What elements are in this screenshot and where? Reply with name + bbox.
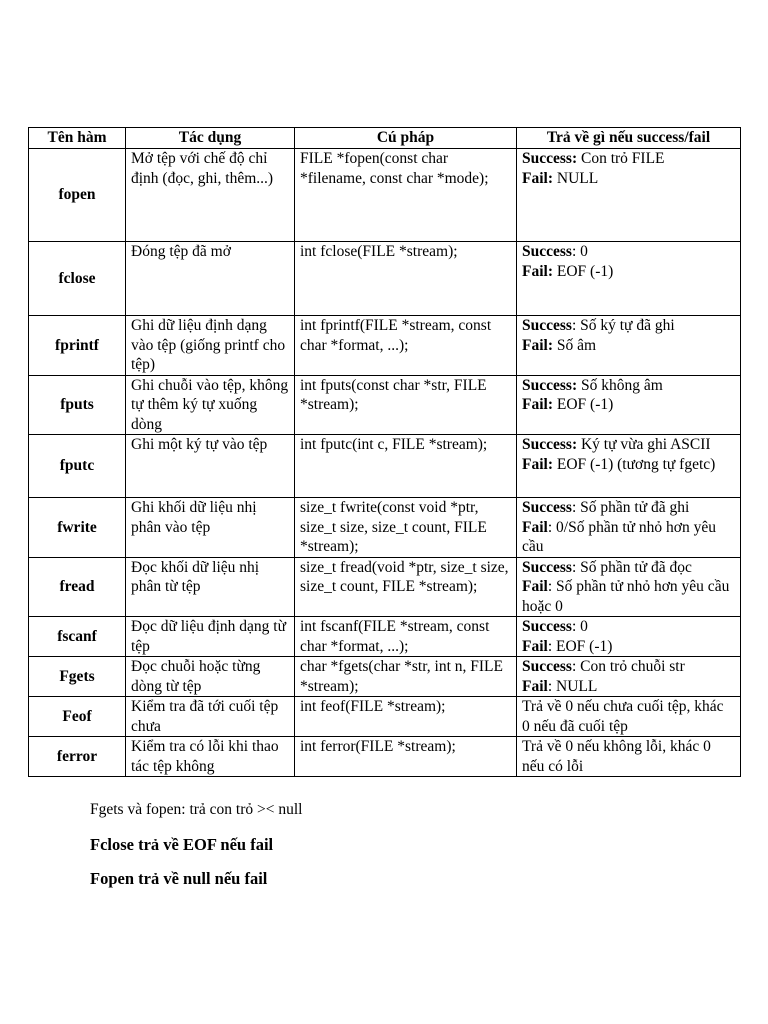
header-return-value: Trả về gì nếu success/fail — [517, 128, 741, 149]
fail-label: Fail: — [522, 396, 553, 413]
function-syntax: int ferror(FILE *stream); — [295, 737, 517, 777]
fail-value: NULL — [553, 169, 599, 187]
fail-label: Fail: — [522, 262, 553, 280]
notes-section — [90, 800, 302, 890]
fail-value: EOF (-1) — [553, 396, 614, 413]
function-description: Đọc khối dữ liệu nhị phân từ tệp — [126, 557, 295, 617]
function-description: Mở tệp với chế độ chỉ định (đọc, ghi, thêm...) — [126, 149, 295, 242]
fail-value: Số âm — [553, 336, 597, 354]
success-value: Số không âm — [577, 376, 663, 394]
function-return — [517, 435, 741, 498]
function-name: fopen — [29, 149, 126, 242]
success-label: Success — [522, 558, 572, 576]
function-name: fclose — [29, 242, 126, 316]
function-name: fwrite — [29, 498, 126, 558]
function-name: fputs — [29, 375, 126, 435]
table-row — [29, 657, 741, 697]
success-label: Success — [522, 618, 572, 635]
function-syntax: char *fgets(char *str, int n, FILE *stream); — [295, 657, 517, 697]
table-header-row — [29, 128, 741, 149]
fail-label: Fail — [522, 518, 548, 536]
success-label: Success — [522, 317, 572, 334]
function-syntax: int fprintf(FILE *stream, const char *format, ...); — [295, 316, 517, 376]
table-row — [29, 242, 741, 316]
function-name: fprintf — [29, 316, 126, 376]
function-syntax: int fputs(const char *str, FILE *stream); — [295, 375, 517, 435]
success-value: : Số phần tử đã ghi — [571, 499, 690, 516]
header-purpose: Tác dụng — [126, 128, 295, 149]
success-value: : Số ký tự đã ghi — [571, 317, 675, 334]
function-description: Kiểm tra đã tới cuối tệp chưa — [126, 697, 295, 737]
table-row — [29, 737, 741, 777]
header-syntax: Cú pháp — [295, 128, 517, 149]
fail-label: Fail — [522, 578, 548, 595]
table-row — [29, 375, 741, 435]
function-description: Ghi khối dữ liệu nhị phân vào tệp — [126, 498, 295, 558]
success-label: Success: — [522, 150, 578, 167]
success-value: : 0 — [571, 618, 588, 635]
function-description: Ghi chuỗi vào tệp, không tự thêm ký tự xuống dòng — [126, 375, 295, 435]
note-line-2: Fclose trả về EOF nếu fail — [90, 835, 274, 854]
success-label: Success: — [522, 436, 578, 453]
success-label: Success — [522, 658, 572, 675]
function-syntax: int fscanf(FILE *stream, const char *format, ...); — [295, 617, 517, 657]
header-function-name: Tên hàm — [29, 128, 126, 149]
function-syntax: int fclose(FILE *stream); — [295, 242, 517, 316]
function-name: fread — [29, 557, 126, 617]
document-body — [28, 127, 740, 777]
table-row — [29, 557, 741, 617]
function-return — [517, 657, 741, 697]
function-name: ferror — [29, 737, 126, 777]
function-return: Trả về 0 nếu chưa cuối tệp, khác 0 nếu đã cuối tệp — [517, 697, 741, 737]
table-row — [29, 617, 741, 657]
fail-value: EOF (-1) (tương tự fgetc) — [553, 455, 716, 473]
success-value: : Số phần tử đã đọc — [571, 558, 692, 576]
function-syntax: size_t fread(void *ptr, size_t size, size_t count, FILE *stream); — [295, 557, 517, 617]
success-label: Success: — [522, 376, 578, 394]
function-description: Đọc dữ liệu định dạng từ tệp — [126, 617, 295, 657]
function-return — [517, 498, 741, 558]
function-name: Feof — [29, 697, 126, 737]
function-syntax: int feof(FILE *stream); — [295, 697, 517, 737]
function-name: fscanf — [29, 617, 126, 657]
function-return — [517, 375, 741, 435]
function-return — [517, 316, 741, 376]
table-row — [29, 149, 741, 242]
fail-label: Fail — [522, 677, 548, 695]
function-syntax: size_t fwrite(const void *ptr, size_t size, size_t count, FILE *stream); — [295, 498, 517, 558]
function-description: Kiểm tra có lỗi khi thao tác tệp không — [126, 737, 295, 777]
function-name: Fgets — [29, 657, 126, 697]
table-row — [29, 316, 741, 376]
fail-value: : EOF (-1) — [547, 637, 613, 655]
note-line-1: Fgets và fopen: trả con trỏ >< null — [90, 801, 303, 818]
function-description: Đọc chuỗi hoặc từng dòng từ tệp — [126, 657, 295, 697]
function-return — [517, 149, 741, 242]
success-value: : 0 — [571, 243, 588, 260]
function-name: fputc — [29, 435, 126, 498]
note-line-3: Fopen trả về null nếu fail — [90, 869, 268, 888]
fail-label: Fail — [522, 637, 548, 655]
fail-value: : Số phần tử nhỏ hơn yêu cầu hoặc 0 — [522, 578, 730, 615]
success-value: Con trỏ FILE — [577, 150, 665, 167]
fail-value: : NULL — [547, 677, 598, 695]
file-functions-table — [28, 127, 741, 777]
fail-label: Fail: — [522, 336, 553, 354]
table-row — [29, 697, 741, 737]
fail-label: Fail: — [522, 169, 553, 187]
success-label: Success — [522, 243, 572, 260]
function-return — [517, 557, 741, 617]
fail-label: Fail: — [522, 455, 553, 473]
table-row — [29, 498, 741, 558]
function-description: Đóng tệp đã mở — [126, 242, 295, 316]
function-return — [517, 617, 741, 657]
fail-value: : 0/Số phần tử nhỏ hơn yêu cầu — [522, 518, 716, 555]
success-label: Success — [522, 499, 572, 516]
function-return — [517, 242, 741, 316]
function-syntax: FILE *fopen(const char *filename, const char *mode); — [295, 149, 517, 242]
fail-value: EOF (-1) — [553, 262, 614, 280]
success-value: Ký tự vừa ghi ASCII — [577, 436, 711, 453]
success-value: : Con trỏ chuỗi str — [571, 658, 685, 675]
table-row — [29, 435, 741, 498]
function-syntax: int fputc(int c, FILE *stream); — [295, 435, 517, 498]
function-return: Trả về 0 nếu không lỗi, khác 0 nếu có lỗi — [517, 737, 741, 777]
function-description: Ghi một ký tự vào tệp — [126, 435, 295, 498]
function-description: Ghi dữ liệu định dạng vào tệp (giống printf cho tệp) — [126, 316, 295, 376]
